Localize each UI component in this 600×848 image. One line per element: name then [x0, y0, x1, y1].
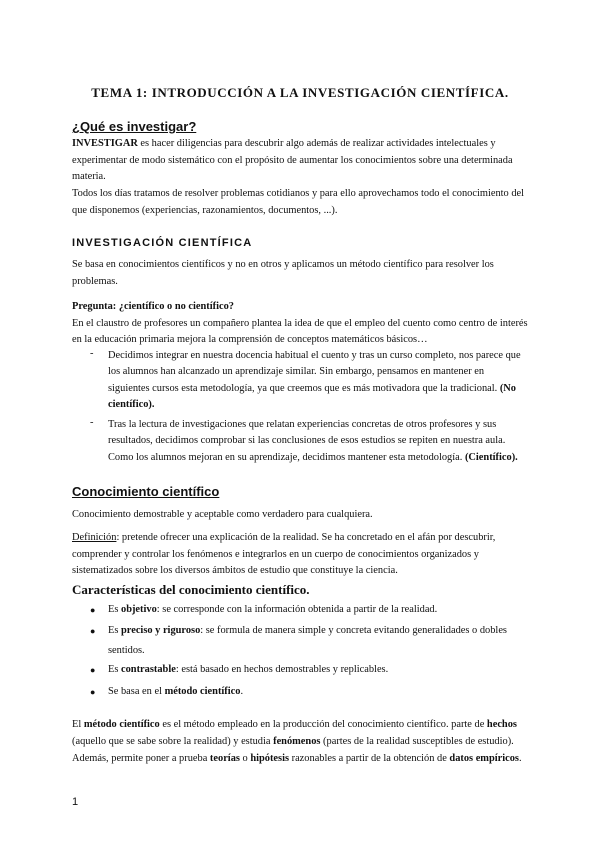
list-item-no-cientifico — [108, 348, 528, 413]
bullet-contrastable — [108, 660, 532, 680]
bullet-marker-3: ● — [90, 665, 96, 675]
bullet-contrastable-prefix: Es — [108, 664, 121, 675]
question-block — [72, 299, 534, 349]
paragraph-metodo-cientifico — [72, 716, 534, 767]
everyday-problems-text: Todos los días tratamos de resolver problemas cotidianos y para ello aprovechamos todo el conocimiento del que disponemos (experiencias, razonamientos, documentos, ...). — [72, 188, 525, 216]
item2-text: Tras la lectura de investigaciones que relatan experiencias concretas de otros profesores y sus resultados, decidimos comprobar si las conclusiones de esos estudios se repiten en nuestra aula. Como los alumnos mejoran en su aprendizaje, decidimos mantener esta metodología. — [108, 419, 506, 463]
final-term-fenomenos: fenómenos — [273, 736, 321, 747]
paragraph-investigar-definition — [72, 136, 534, 186]
bullet-preciso — [108, 621, 532, 660]
scientific-basis-text: Se basa en conocimientos científicos y no en otros y aplicamos un método científico para resolver los problemas. — [72, 259, 494, 287]
list-item-cientifico — [108, 417, 528, 466]
heading-investigacion-cientifica: INVESTIGACIÓN CIENTÍFICA — [72, 237, 253, 249]
question-text: En el claustro de profesores un compañero plantea la idea de que el empleo del cuento como centro de interés en la educación primaria mejora la comprensión de conceptos matemáticos básicos… — [72, 317, 528, 345]
bullet-metodo-text: . — [240, 686, 244, 697]
bullet-objetivo — [108, 600, 532, 620]
dash-marker-2: - — [90, 417, 94, 428]
final-term-datos-empiricos: datos empíricos — [449, 753, 519, 764]
final-text-6: razonables a partir de la obtención de — [289, 753, 450, 764]
term-contrastable: contrastable — [121, 664, 176, 675]
final-term-hechos: hechos — [486, 719, 517, 730]
item1-verdict: (No científico). — [108, 382, 517, 410]
definicion-text: : pretende ofrecer una explicación de la realidad. Se ha concretado en el afán por descubrir, comprender y controlar los fenómenos e integrarlos en un cuerpo de conocimientos organizados y sistematizados sobre los diversos ámbitos de estudio que constituye la ciencia. — [72, 532, 496, 576]
item2-verdict: (Científico). — [464, 451, 518, 463]
item1-text: Decidimos integrar en nuestra docencia habitual el cuento y tras un curso completo, nos parece que los alumnos han alcanzado un aprendizaje similar. Sin embargo, pensamos en mantener en siguientes cursos esta metodología, ya que creemos que es más motivadora que la tradicional. — [108, 350, 521, 394]
paragraph-scientific-basis — [72, 257, 534, 290]
bullet-marker-1: ● — [90, 605, 96, 615]
term-objetivo: objetivo — [121, 604, 157, 615]
bullet-objetivo-prefix: Es — [108, 604, 121, 615]
final-text-4: (partes de la realidad susceptibles de estudio). Además, permite poner a prueba — [72, 736, 514, 764]
bullet-preciso-text: : se formula de manera simple y concreta evitando generalidades o dobles sentidos. — [108, 625, 507, 656]
question-label: Pregunta: ¿científico o no científico? — [72, 301, 234, 312]
term-preciso-riguroso: preciso y riguroso — [121, 625, 201, 636]
bullet-metodo-prefix: Se basa en el — [108, 686, 165, 697]
final-text-1: El — [72, 719, 84, 730]
paragraph-definicion — [72, 530, 534, 580]
bullet-objetivo-text: : se corresponde con la información obtenida a partir de la realidad. — [156, 604, 438, 615]
final-term-teorias: teorías — [209, 753, 240, 764]
bullet-contrastable-text: : está basado en hechos demostrables y replicables. — [175, 664, 389, 675]
bullet-preciso-prefix: Es — [108, 625, 121, 636]
heading-caracteristicas: Características del conocimiento científico. — [72, 582, 310, 597]
bullet-marker-2: ● — [90, 626, 96, 636]
paragraph-demostrable — [72, 507, 534, 524]
dash-marker-1: - — [90, 348, 94, 359]
page-title: TEMA 1: INTRODUCCIÓN A LA INVESTIGACIÓN CIENTÍFICA. — [91, 85, 509, 100]
final-term-hipotesis: hipótesis — [250, 753, 290, 764]
term-investigar: INVESTIGAR — [72, 138, 138, 149]
bullet-metodo — [108, 682, 532, 702]
heading-conocimiento-cientifico: Conocimiento científico — [72, 484, 220, 499]
heading-que-es-investigar: ¿Qué es investigar? — [72, 119, 197, 134]
final-text-7: . — [518, 753, 522, 764]
page-number: 1 — [72, 796, 79, 808]
term-metodo-cientifico: método científico — [164, 686, 241, 697]
demostrable-text: Conocimiento demostrable y aceptable como verdadero para cualquiera. — [72, 509, 373, 520]
final-term-metodo: método científico — [83, 719, 160, 730]
investigar-definition-text: es hacer diligencias para descubrir algo además de realizar actividades intelectuales y experimentar de modo sistemático con el propósito de aumentar los conocimientos sobre una determinada materia. — [72, 138, 513, 182]
paragraph-everyday-problems — [72, 186, 534, 219]
final-text-3: (aquello que se sabe sobre la realidad) y estudia — [72, 736, 274, 747]
bullet-marker-4: ● — [90, 687, 96, 697]
final-text-5: o — [239, 753, 251, 764]
final-text-2: es el método empleado en la producción del conocimiento científico. parte de — [159, 719, 487, 730]
definicion-label: Definición — [72, 532, 117, 543]
